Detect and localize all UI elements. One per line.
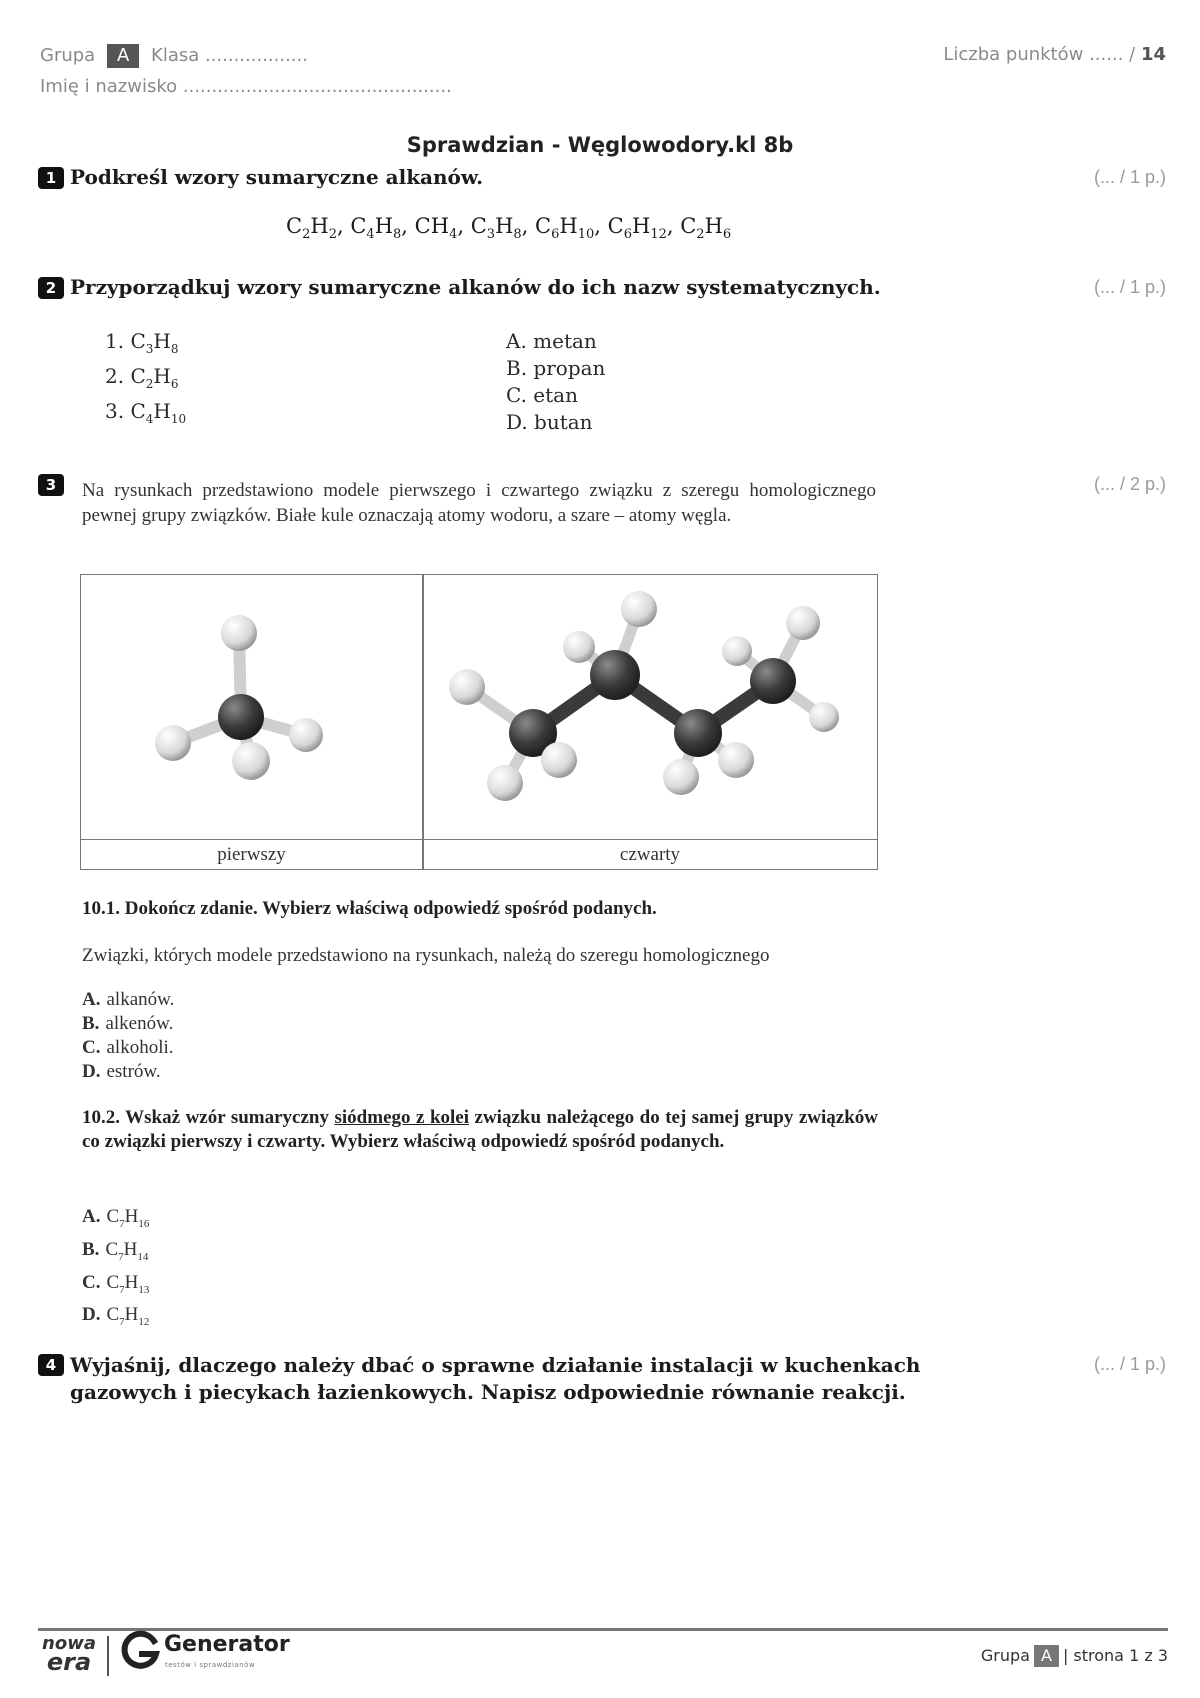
formula: $CH_4$, <box>414 214 471 243</box>
footer-group-badge: A <box>1034 1645 1059 1667</box>
option-letter: D. <box>82 1061 101 1082</box>
formula-carbon-count: 7 <box>119 1316 125 1329</box>
header-group-line <box>40 44 308 68</box>
question-4-number-badge: 4 <box>38 1354 64 1376</box>
option-formula: $C_7H_{14}$ <box>105 1238 149 1263</box>
figure-caption-line <box>81 839 877 840</box>
option-text: alkoholi. <box>106 1037 174 1058</box>
caption-first: pierwszy <box>217 844 286 865</box>
question-1-number-badge: 1 <box>38 167 64 189</box>
footer-divider <box>38 1628 1168 1631</box>
match-formula: 2. $C_2H_6$ <box>105 364 179 391</box>
question-4-line-1: Wyjaśnij, dlaczego należy dbać o sprawne działanie instalacji w kuchenkach <box>70 1353 921 1377</box>
formula: $C_6H_{10}$, <box>535 214 608 243</box>
footer-group-label: Grupa <box>980 1646 1030 1665</box>
answer-option <box>82 1302 149 1335</box>
option-formula: $C_7H_{16}$ <box>106 1206 150 1230</box>
option-letter: A. <box>82 989 101 1010</box>
formula-carbon-count: 7 <box>119 1217 125 1230</box>
footer-page-number: | strona 1 z 3 <box>1062 1646 1168 1665</box>
option-formula: $C_7H_{13}$ <box>106 1271 150 1296</box>
question-2-points: (... / 1 p.) <box>1093 277 1166 297</box>
match-name: B. propan <box>506 356 606 380</box>
option-letter: B. <box>82 1013 100 1034</box>
formula-hydrogen-count: 2 <box>328 227 337 243</box>
formula-carbon-count: 4 <box>145 412 154 426</box>
answer-option <box>82 1012 174 1036</box>
question-4-line-2: gazowych i piecykach łazienkowych. Napisz odpowiednie równanie reakcji. <box>70 1380 906 1404</box>
formula-hydrogen-count: 8 <box>393 227 402 243</box>
question-2-formula-list <box>105 328 186 433</box>
generator-logo-tagline: testów i sprawdzianów <box>165 1661 256 1669</box>
subquestion-2-prefix: 10.2. Wskaż wzór sumaryczny <box>82 1107 329 1128</box>
group-badge: A <box>107 44 139 68</box>
formula: $C_3H_8$, <box>470 214 536 243</box>
nowa-era-logo <box>40 1633 98 1676</box>
question-4-points: (... / 1 p.) <box>1093 1354 1166 1374</box>
option-formula: $C_7H_{12}$ <box>106 1304 150 1329</box>
answer-option <box>82 1270 149 1303</box>
formula-hydrogen-count: 8 <box>513 227 522 243</box>
points-field <box>943 44 1166 65</box>
option-letter: B. <box>82 1238 100 1260</box>
molecule-figure <box>80 574 878 870</box>
match-formula: 3. $C_4H_{10}$ <box>105 399 187 426</box>
formula-hydrogen-count: 6 <box>170 377 179 391</box>
question-1-text: Podkreśl wzory sumaryczne alkanów. <box>70 165 484 189</box>
match-name: C. etan <box>506 383 578 407</box>
question-3-points: (... / 2 p.) <box>1093 474 1166 494</box>
formula-carbon-count: 7 <box>118 1250 124 1263</box>
match-name: A. metan <box>506 329 597 353</box>
butane-model <box>449 591 839 801</box>
footer-logo-separator <box>107 1636 109 1676</box>
figure-divider <box>422 575 424 869</box>
generator-g-icon <box>120 1630 162 1672</box>
formula-carbon-count: 6 <box>551 227 560 243</box>
methane-model <box>155 615 323 780</box>
option-text: estrów. <box>106 1061 161 1082</box>
formula: $C_2H_6$ <box>680 214 732 243</box>
subquestion-2-suffix: związku należącego do tej samej grupy związków co związki pierwszy i czwarty. Wybierz właściwą odpowiedź spośród podanych. <box>82 1107 879 1152</box>
question-2-number-badge: 2 <box>38 277 64 299</box>
formula-hydrogen-count: 4 <box>449 227 458 243</box>
option-letter: D. <box>82 1304 101 1326</box>
subquestion-1-options <box>82 988 174 1084</box>
answer-option <box>82 1036 174 1060</box>
formula: $C_6H_{12}$, <box>607 214 681 243</box>
subquestion-2-underlined: siódmego z kolei <box>334 1107 470 1128</box>
formula-hydrogen-count: 6 <box>722 227 732 243</box>
match-formula: 1. $C_3H_8$ <box>105 329 179 356</box>
answer-option <box>82 1237 149 1270</box>
formula-carbon-count: 2 <box>302 227 311 243</box>
subquestion-1-sentence: Związki, których modele przedstawiono na rysunkach, należą do szeregu homologicznego <box>82 945 770 966</box>
group-label: Grupa <box>40 45 96 66</box>
page-title: Sprawdzian - Węglowodory.kl 8b <box>406 133 794 157</box>
answer-option <box>82 988 174 1012</box>
formula-carbon-count: 4 <box>366 227 375 243</box>
formula-hydrogen-count: 10 <box>170 412 187 426</box>
formula-hydrogen-count: 12 <box>650 227 667 243</box>
formula-hydrogen-count: 10 <box>577 227 595 243</box>
formula-carbon-count: 2 <box>145 377 154 391</box>
option-text: alkenów. <box>105 1013 174 1034</box>
question-1-formulas <box>286 214 731 242</box>
formula-hydrogen-count: 8 <box>170 342 179 356</box>
molecule-models <box>81 575 879 839</box>
logo-top: nowa <box>42 1633 96 1654</box>
option-letter: A. <box>82 1206 101 1227</box>
subquestion-1-heading: 10.1. Dokończ zdanie. Wybierz właściwą odpowiedź spośród podanych. <box>82 898 657 919</box>
match-name: D. butan <box>506 410 593 434</box>
option-letter: C. <box>82 1271 101 1293</box>
question-3-number-badge: 3 <box>38 474 64 496</box>
caption-fourth: czwarty <box>619 844 681 865</box>
footer-page-info <box>981 1645 1168 1667</box>
generator-logo <box>120 1630 162 1676</box>
subquestion-2-heading <box>82 1106 878 1154</box>
answer-option <box>82 1060 174 1084</box>
name-field: Imię i nazwisko ............................................... <box>40 76 452 97</box>
formula-hydrogen-count: 16 <box>138 1217 150 1230</box>
points-label: Liczba punktów ...... / <box>943 44 1136 65</box>
formula-hydrogen-count: 14 <box>137 1250 149 1263</box>
formula-carbon-count: 3 <box>486 227 496 243</box>
option-letter: C. <box>82 1037 101 1058</box>
class-label: Klasa .................. <box>151 45 308 66</box>
formula-hydrogen-count: 13 <box>138 1283 150 1296</box>
formula-carbon-count: 3 <box>145 342 154 356</box>
formula-carbon-count: 7 <box>119 1283 125 1296</box>
question-1-points: (... / 1 p.) <box>1093 167 1166 187</box>
formula: $C_4H_8$, <box>350 214 415 243</box>
question-2-name-list <box>506 328 605 436</box>
formula-hydrogen-count: 12 <box>138 1316 150 1329</box>
formula-carbon-count: 2 <box>696 227 705 243</box>
question-4-text <box>70 1352 920 1406</box>
logo-bottom: era <box>46 1648 92 1676</box>
question-2-text: Przyporządkuj wzory sumaryczne alkanów do ich nazw systematycznych. <box>70 275 881 299</box>
generator-logo-text: Generator <box>164 1632 290 1657</box>
formula: $C_2H_2$, <box>286 214 351 243</box>
answer-option <box>82 1204 149 1237</box>
question-3-text: Na rysunkach przedstawiono modele pierwszego i czwartego związku z szeregu homologicznego pewnej grupy związków. Białe kule oznaczają atomy wodoru, a szare – atomy węgla. <box>82 480 876 526</box>
points-total: 14 <box>1140 44 1166 65</box>
subquestion-2-options <box>82 1204 149 1335</box>
formula-carbon-count: 6 <box>623 227 632 243</box>
option-text: alkanów. <box>106 989 175 1010</box>
